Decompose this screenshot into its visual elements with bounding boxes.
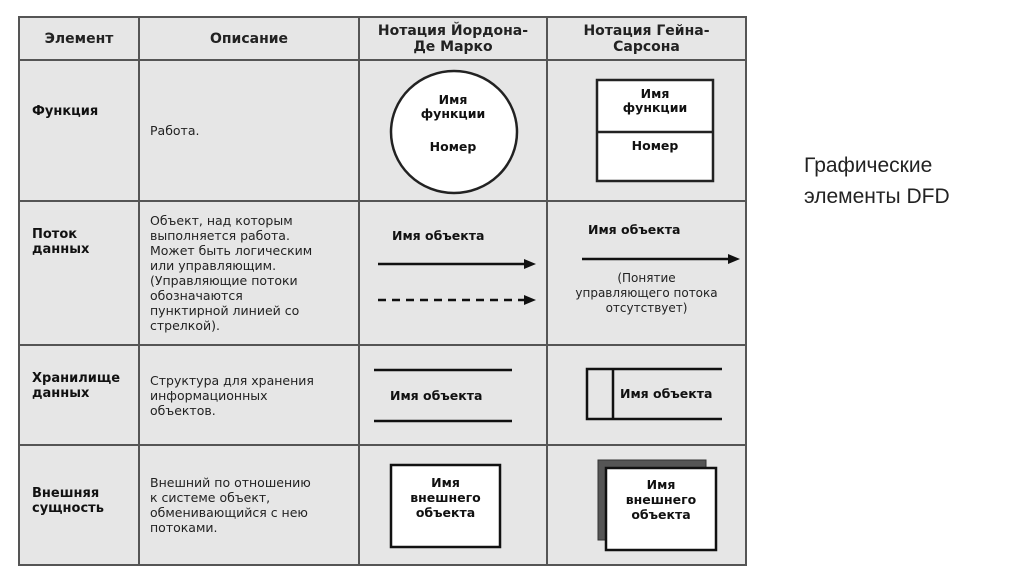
row-flow-element-label: Поток данных	[32, 227, 90, 257]
yourdon-store-symbol	[360, 346, 546, 444]
yourdon-store-label: Имя объекта	[390, 388, 483, 403]
row-function-description-text: Работа.	[150, 123, 200, 138]
process-rectangle-shape	[548, 61, 745, 200]
header-element	[20, 18, 138, 59]
gane-flow-symbol	[548, 202, 745, 344]
gane-entity-symbol	[548, 446, 745, 564]
header-description	[140, 18, 358, 59]
row-store-description-text: Структура для хранения информационных объектов.	[150, 372, 314, 418]
dfd-notation-table	[18, 16, 747, 566]
yourdon-flow-label: Имя объекта	[392, 228, 485, 243]
gane-flow-note: (Понятие управляющего потока отсутствует)	[575, 271, 718, 315]
process-circle-shape	[360, 61, 546, 200]
row-entity-element	[20, 446, 138, 556]
slide-caption: Графические элементы DFD	[804, 154, 950, 208]
yourdon-process-name: Имя функции	[420, 92, 486, 121]
row-store-description	[140, 346, 358, 444]
row-function-element	[20, 61, 138, 161]
gane-store-label: Имя объекта	[620, 386, 713, 401]
flow-arrows-shape	[360, 202, 546, 344]
gane-flow-label: Имя объекта	[588, 222, 681, 237]
gane-store-symbol	[548, 346, 745, 444]
row-flow-description	[140, 202, 358, 344]
gane-process-number: Номер	[631, 138, 679, 153]
yourdon-flow-symbol	[360, 202, 546, 344]
row-flow-description-text: Объект, над которым выполняется работа. Может быть логическим или управляющим. (Управляющие потоки обозначаются пунктирной линией со стрелкой).	[150, 213, 313, 333]
row-store-element-label: Хранилище данных	[32, 371, 121, 401]
gane-process-name: Имя функции	[622, 86, 688, 115]
header-element-label: Элемент	[44, 30, 114, 47]
row-entity-element-label: Внешняя сущность	[32, 486, 104, 516]
header-gane	[548, 18, 745, 59]
row-flow-element	[20, 202, 138, 282]
header-gane-label: Нотация Гейна- Сарсона	[583, 22, 710, 55]
yourdon-process-number: Номер	[429, 139, 477, 154]
row-function-description	[140, 61, 358, 200]
gane-process-symbol	[548, 61, 745, 200]
yourdon-process-symbol	[360, 61, 546, 200]
row-store-element	[20, 346, 138, 426]
header-yourdon	[360, 18, 546, 59]
yourdon-entity-label: Имя внешнего объекта	[410, 475, 481, 520]
header-description-label: Описание	[209, 30, 289, 47]
row-function-element-label: Функция	[32, 103, 99, 119]
header-yourdon-label: Нотация Йордона- Де Марко	[377, 22, 529, 55]
row-entity-description	[140, 446, 358, 564]
yourdon-entity-symbol	[360, 446, 546, 564]
gane-entity-label: Имя внешнего объекта	[625, 477, 697, 522]
row-entity-description-text: Внешний по отношению к системе объект, обменивающийся с нею потоками.	[150, 475, 311, 535]
